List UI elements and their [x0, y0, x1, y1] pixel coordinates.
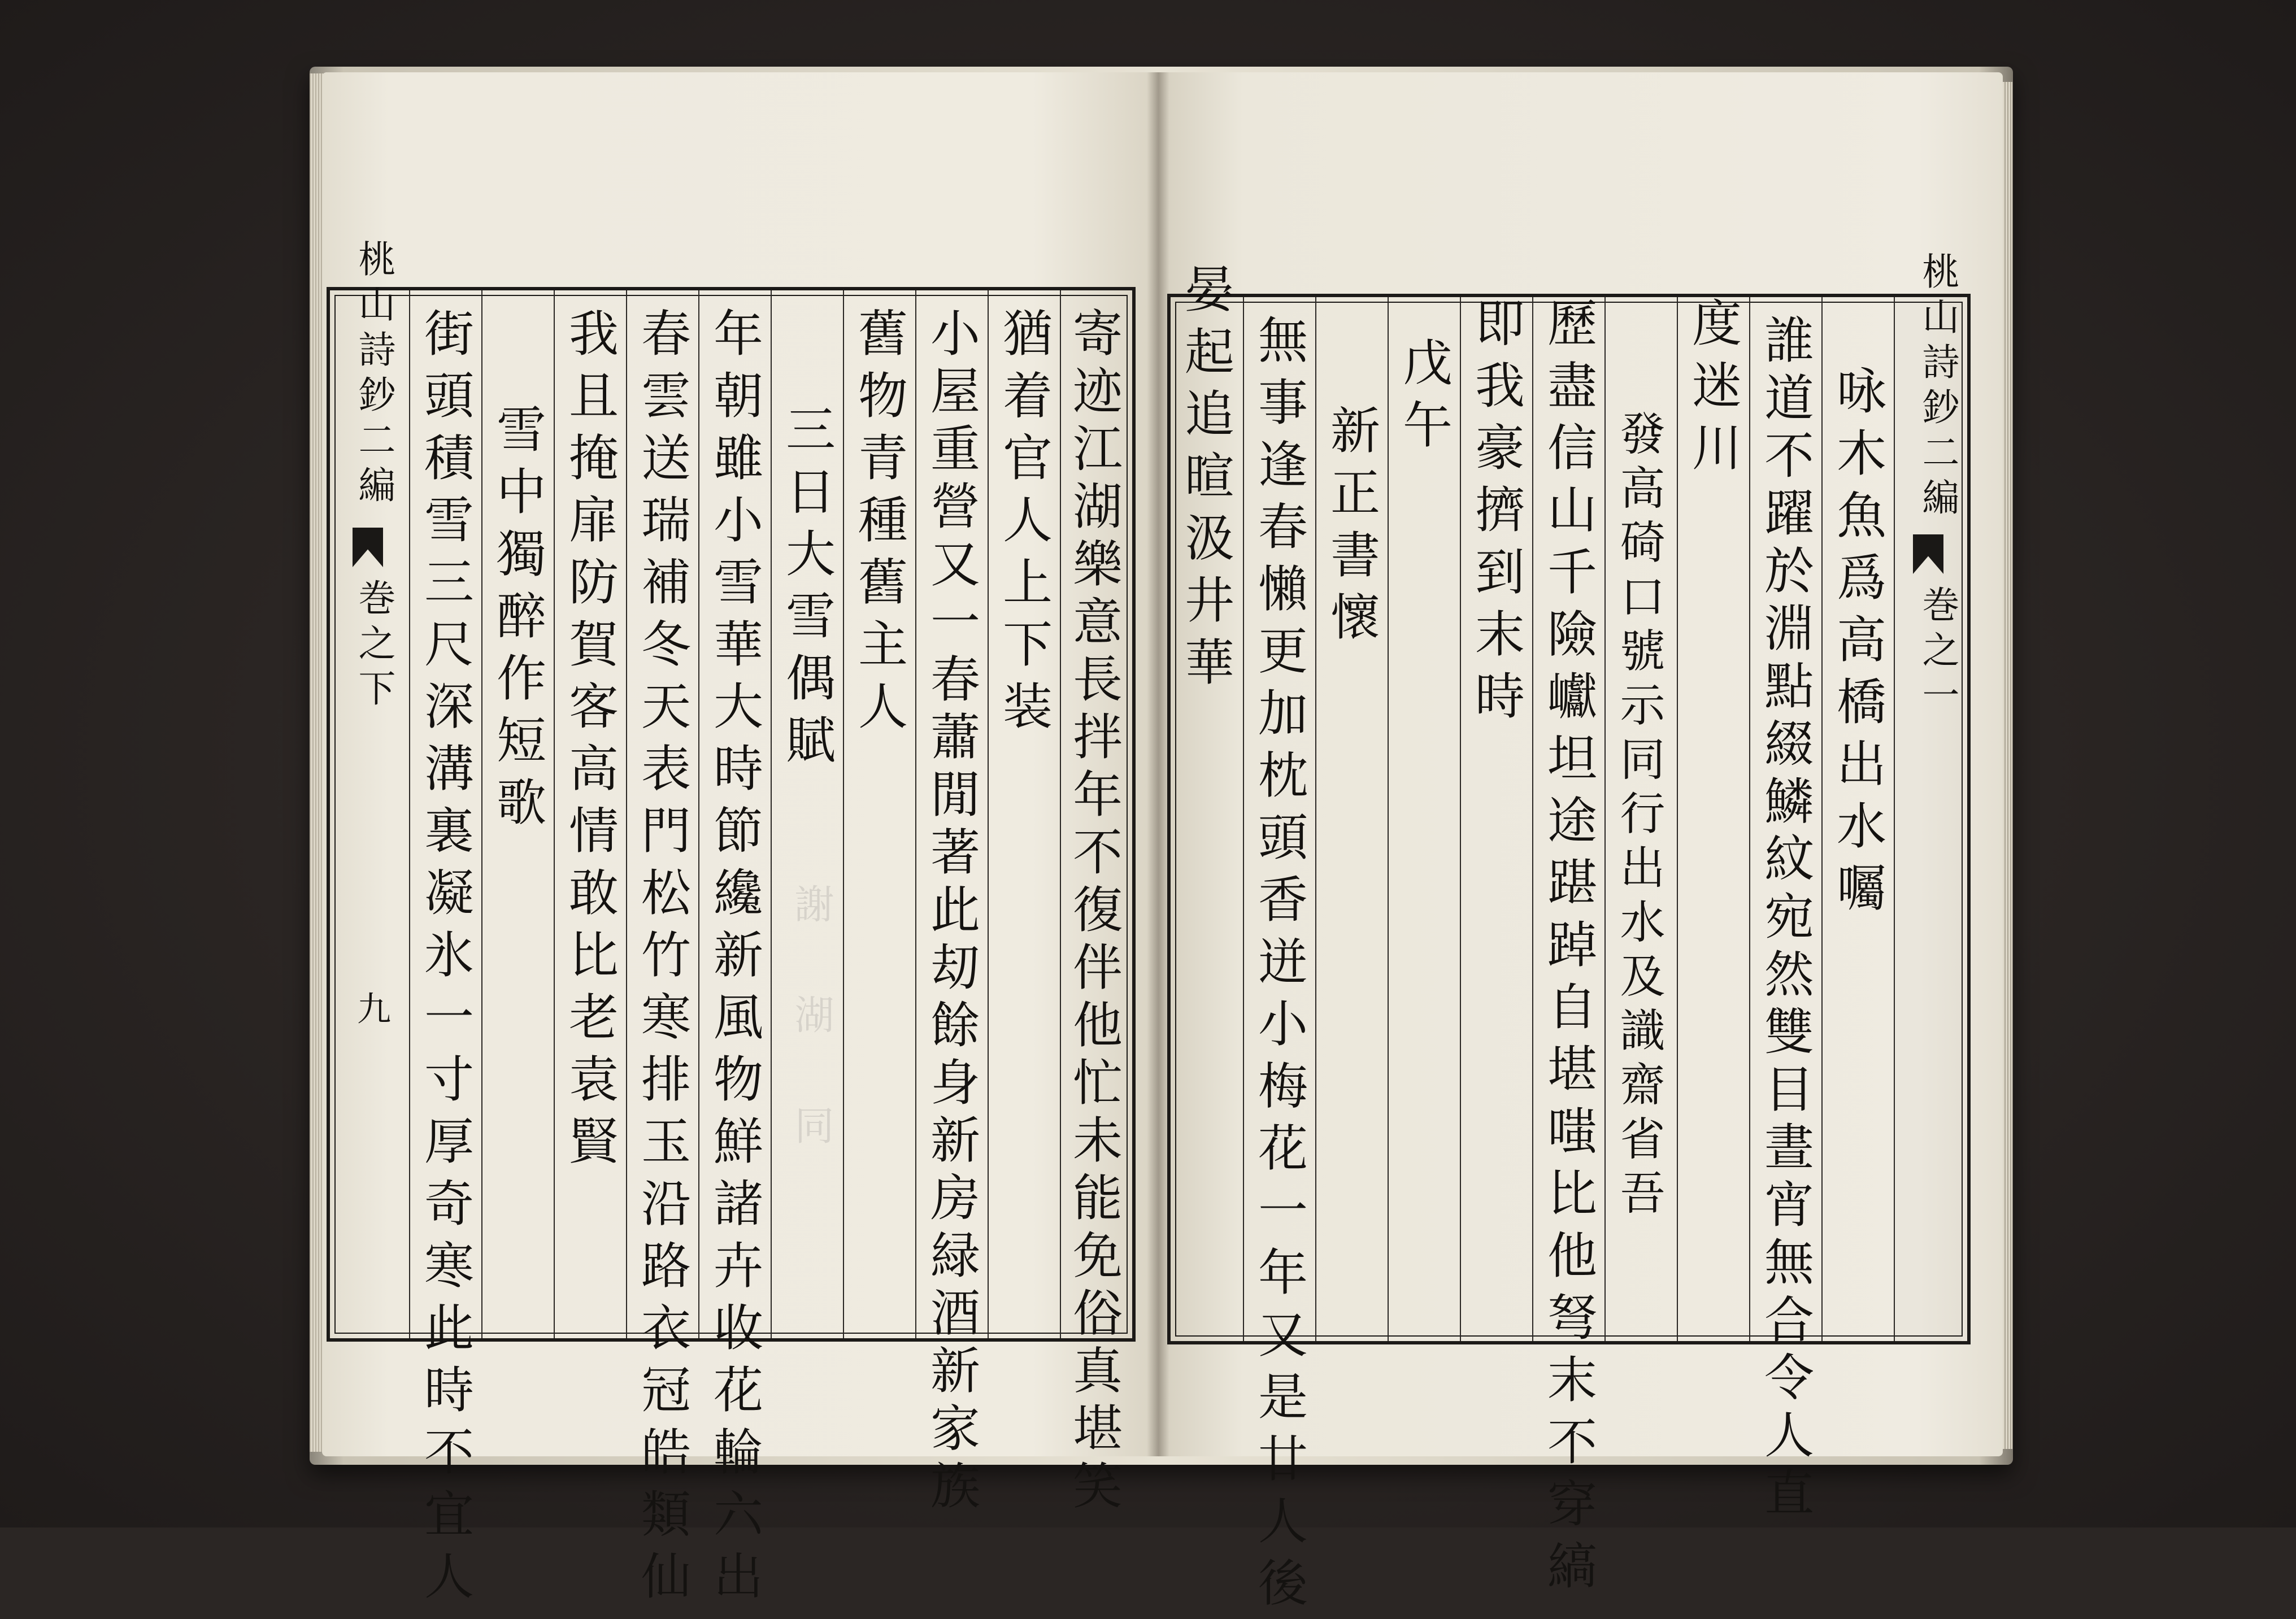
book-gutter	[1147, 72, 1169, 1456]
right-page-frame	[1167, 252, 1971, 1619]
text-column	[915, 290, 989, 1517]
text-column-line: 戊午	[1395, 337, 1453, 461]
text-column	[1532, 297, 1606, 1602]
text-column	[1604, 297, 1678, 1341]
left-page-stack	[310, 73, 323, 1452]
banxin-column	[330, 240, 409, 1338]
text-column-line: 歷盡信山千險巘坦途踸踔自堪嗤比他弩末不穿縞	[1540, 297, 1598, 1602]
running-title: 桃山詩鈔二編	[1916, 252, 1959, 523]
folio-number: 九	[351, 991, 391, 1033]
text-column-line: 三日大雪偶賦	[778, 403, 836, 776]
text-column	[1388, 297, 1461, 1341]
text-column	[771, 290, 844, 1338]
text-column-line: 寄迹江湖樂意長拌年不復伴他忙未能免俗真堪笑	[1065, 307, 1123, 1517]
text-column	[1749, 297, 1823, 1524]
text-column	[554, 290, 627, 1338]
running-title: 桃山詩鈔二編	[352, 240, 395, 511]
show-through-text: 謝 湖 同	[788, 884, 834, 1160]
text-column-line: 晏起追暄汲井華	[1177, 263, 1235, 698]
text-column-line: 我且掩扉防賀客高情敢比老袁賢	[561, 307, 619, 1177]
fishtail-mark	[353, 528, 383, 567]
text-column	[1460, 297, 1533, 1341]
text-column-line: 新正書懷	[1323, 404, 1381, 653]
text-column	[843, 290, 916, 1338]
text-column	[988, 290, 1061, 1338]
text-column	[409, 290, 482, 1612]
text-column-line: 度迷川	[1684, 297, 1742, 484]
volume-label: 巻之一	[1916, 585, 1959, 721]
text-column-line: 舊物青種舊主人	[850, 307, 908, 742]
text-column-line: 猶着官人上下装	[995, 307, 1053, 742]
banxin-column	[1894, 252, 1962, 1341]
text-column	[1243, 297, 1316, 1619]
volume-label: 巻之下	[352, 578, 395, 714]
text-column-line: 咏木魚爲高橋出水囑	[1829, 365, 1887, 924]
text-column-line: 年朝雖小雪華大時節纔新風物鮮諸卉收花輪六出	[706, 307, 764, 1612]
text-column-line: 小屋重營又一春蕭閒著此刧餘身新房緑酒新家族	[923, 307, 981, 1517]
text-column-line: 春雲送瑞補冬天表門松竹寒排玉沿路衣冠皓類仙	[633, 307, 692, 1612]
fishtail-mark	[1913, 534, 1943, 574]
text-column	[1171, 263, 1243, 1341]
text-column	[1060, 290, 1127, 1517]
text-column	[626, 290, 699, 1612]
text-column	[1315, 297, 1389, 1341]
text-column-line: 無事逢春懶更加枕頭香迸小梅花一年又是廿人後	[1250, 314, 1308, 1619]
text-column-line: 雪中獨醉作短歌	[489, 403, 547, 838]
text-column	[481, 290, 555, 1338]
text-column-line: 誰道不躍於淵點綴鱗紋宛然雙目晝宵無合令人直	[1756, 314, 1815, 1524]
text-column-line: 即我豪擠到末時	[1467, 297, 1525, 732]
text-column-line: 街頭積雪三尺深溝裏凝氷一寸厚奇寒此時不宜人	[416, 307, 475, 1612]
text-column-line: 發高碕口號示同行出水及識齋省吾	[1612, 410, 1665, 1224]
text-column	[1821, 297, 1895, 1341]
text-column	[698, 290, 772, 1612]
left-page-frame	[327, 240, 1136, 1612]
text-column	[1677, 297, 1750, 1341]
